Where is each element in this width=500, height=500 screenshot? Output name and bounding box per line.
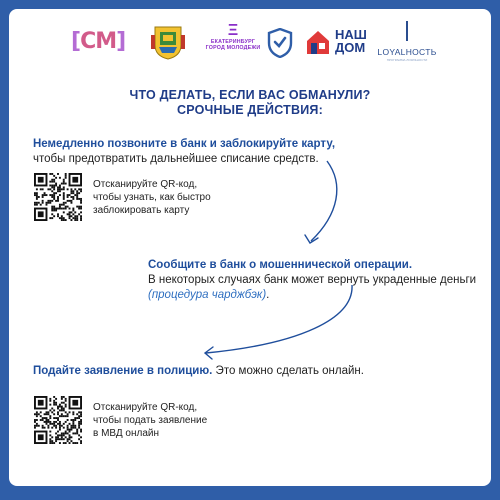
title-line1: ЧТО ДЕЛАТЬ, ЕСЛИ ВАС ОБМАНУЛИ? [129,88,371,102]
ekaterinburg-mark: Ξ [227,22,239,39]
flow-arrow-1 [311,161,337,241]
step3-text: Это можно сделать онлайн. [212,365,364,377]
qr2-caption-line1: Отсканируйте QR-код, [93,402,198,413]
sm-logo-bracket-right: ] [116,29,126,54]
partner-logos [9,9,491,69]
ekaterinburg-name: ЕКАТЕРИНБУРГ [210,39,256,45]
step-block-report-fraud [148,258,478,303]
flow-arrow-2-head [205,347,213,359]
step2-chargeback-note: (процедура чарджбэк) [148,289,267,301]
loyalnost-bar-icon [406,21,408,41]
flow-arrow-1-head [305,235,318,243]
qr1-caption [93,178,273,217]
step2-heading: Сообщите в банк о мошеннической операции. [148,259,413,271]
ekaterinburg-subname: ГОРОД МОЛОДЕЖИ [205,45,261,51]
title-line2: СРОЧНЫЕ ДЕЙСТВИЯ: [177,103,323,117]
step-block-call-bank [33,137,473,167]
sm-logo-text: СМ [80,29,117,54]
nash-dom-logo [335,28,367,54]
qr-code-block-card[interactable] [34,173,82,221]
step2-text: В некоторых случаях банк может вернуть украденные деньги [148,274,477,286]
house-icon [306,29,330,55]
qr1-caption-line1: Отсканируйте QR-код, [93,179,198,190]
qr-code-police-report[interactable] [34,396,82,444]
qr1-caption-line3: заблокировать карту [93,205,190,216]
step1-heading: Немедленно позвоните в банк и заблокируйте карту, [33,138,336,150]
page-title [9,88,491,118]
step2-end: . [266,289,270,301]
step3-heading: Подайте заявление в полицию. [33,365,213,377]
loyalnost-subtext: ПРОГРАММА ЛОЯЛЬНОСТИ [386,58,428,62]
step-block-police [33,364,473,379]
qr2-caption [93,401,273,440]
nash-dom-line2: ДОМ [335,40,366,55]
ekaterinburg-logo [205,23,261,63]
qr2-caption-line2: чтобы подать заявление [93,415,208,426]
qr1-caption-line2: чтобы узнать, как быстро [93,192,211,203]
loyalnost-logo [377,21,437,62]
nash-dom-line1: НАШ [335,27,367,42]
sm-logo [71,29,125,54]
loyalnost-text: LOYALНОСТЬ [377,47,437,57]
sm-logo-bracket-left: [ [71,29,81,54]
coat-of-arms-icon [149,23,187,61]
step1-text: чтобы предотвратить дальнейшее списание средств. [33,153,319,165]
shield-icon [267,28,293,58]
qr2-caption-line3: в МВД онлайн [93,428,160,439]
poster-card [9,9,491,486]
